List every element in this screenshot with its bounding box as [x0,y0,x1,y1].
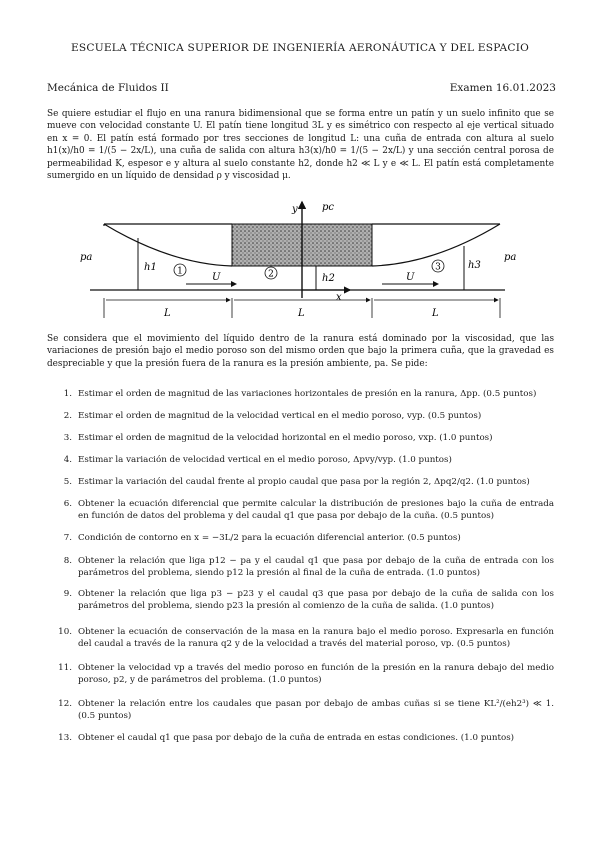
question-item [58,498,554,522]
question-item [58,454,554,466]
question-item [58,732,554,744]
question-item [58,626,554,650]
question-item [58,588,554,612]
question-item [58,555,554,579]
pressure-top-label: pc [322,202,335,213]
question-number: 12. [58,699,72,709]
entry-wedge-curve [104,224,232,266]
question-text: Obtener la relación que liga p3 − p23 y el caudal q3 que pasa por debajo de la cuña de salida con los parámetros del problema, siendo p23 la presión al comienzo de la cuña de salida. (1.0 puntos) [78,589,554,612]
question-item [58,532,554,544]
ambient-pressure-right: pa [504,252,517,263]
question-number: 9. [63,589,72,599]
length-label-2: L [298,308,305,319]
region-1-label: 1 [177,266,183,277]
ambient-pressure-left: pa [80,252,93,263]
question-number: 4. [63,455,72,465]
question-text: Condición de contorno en x = −3L/2 para la ecuación diferencial anterior. (0.5 puntos) [78,533,461,543]
question-number: 8. [63,556,72,566]
h1-label: h1 [144,262,157,273]
velocity-label-3: U [406,272,415,283]
slider-diagram [60,194,540,324]
velocity-label-1: U [212,272,221,283]
question-text: Obtener la ecuación diferencial que permite calcular la distribución de presiones bajo la cuña de entrada en función de datos del problema y del caudal q1 que pasa por debajo de la cuña. (0.5 puntos) [78,499,554,522]
intro-paragraph: Se quiere estudiar el flujo en una ranura bidimensional que se forma entre un patín y un suelo infinito que se mueve con velocidad constante U. El patín tiene longitud 3L y es simétrico con respecto al eje vertical situado en x = 0. El patín está formado por tres secciones de longitud L: una cuña de entrada con altura al suelo h1(x)/h0 = 1/(5 − 2x/L), una cuña de salida con altura h3(x)/h0 = 1/(5 − 2x/L) y una sección central porosa de permeabilidad K, espesor e y altura al suelo constante h2, donde h2 ≪ L y e ≪ L. El patín está completamente sumergido en un líquido de densidad ρ y viscosidad μ. [47,109,554,182]
question-text: Estimar la variación de velocidad vertical en el medio poroso, Δpvy/vyp. (1.0 puntos) [78,455,452,465]
question-number: 13. [58,733,72,743]
question-text: Obtener la velocidad vp a través del medio poroso en función de la presión en la ranura debajo del medio poroso, p2, y de parámetros del problema. (1.0 puntos) [78,663,554,686]
question-text: Estimar la variación del caudal frente al propio caudal que pasa por la región 2, Δpq2/q2. (1.0 puntos) [78,477,530,487]
question-number: 3. [63,433,72,443]
question-item [58,476,554,488]
question-item [58,388,554,400]
question-text: Estimar el orden de magnitud de la velocidad vertical en el medio poroso, vyp. (0.5 puntos) [78,411,482,421]
question-item [58,432,554,444]
question-number: 5. [63,477,72,487]
question-text: Obtener el caudal q1 que pasa por debajo de la cuña de entrada en estas condiciones. (1.0 puntos) [78,733,515,743]
question-text: Obtener la relación entre los caudales que pasan por debajo de ambas cuñas si se tiene KL²/(eh2³) ≪ 1. (0.5 puntos) [78,699,554,722]
question-number: 7. [63,533,72,543]
question-number: 11. [58,663,72,673]
region-2-label: 2 [268,269,274,280]
question-text: Obtener la relación que liga p12 − pa y el caudal q1 que pasa por debajo de la cuña de entrada con los parámetros del problema, siendo p12 la presión al final de la cuña de entrada. (1.0 puntos) [78,556,554,579]
x-axis-label: x [336,292,342,303]
question-item [58,410,554,422]
question-text: Estimar el orden de magnitud de las variaciones horizontales de presión en la ranura, Δpp. (0.5 puntos) [78,389,537,399]
assumptions-paragraph: Se considera que el movimiento del líquido dentro de la ranura está dominado por la viscosidad, que las variaciones de presión bajo el medio poroso son del mismo orden que bajo la primera cuña, que la gravedad es despreciable y que la presión fuera de la ranura es la presión ambiente, pa. Se pide: [47,334,554,369]
question-number: 6. [63,499,72,509]
h2-label: h2 [322,273,335,284]
question-text: Estimar el orden de magnitud de la velocidad horizontal en el medio poroso, vxp. (1.0 puntos) [78,433,493,443]
course-title: Mecánica de Fluidos II [47,82,169,94]
question-number: 2. [63,411,72,421]
question-text: Obtener la ecuación de conservación de la masa en la ranura bajo el medio poroso. Expresarla en función del caudal a través de la ranura q2 y de la velocidad a través del material poroso, vp. (0.5 puntos) [78,627,554,650]
exam-date: Examen 16.01.2023 [449,82,556,94]
question-number: 10. [58,627,72,637]
question-item [58,662,554,686]
h3-label: h3 [468,260,481,271]
question-item [58,698,554,722]
length-label-3: L [432,308,439,319]
question-number: 1. [63,389,72,399]
school-name: ESCUELA TÉCNICA SUPERIOR DE INGENIERÍA AERONÁUTICA Y DEL ESPACIO [71,42,529,54]
y-axis-label: y [292,204,298,215]
length-label-1: L [164,308,171,319]
region-3-label: 3 [435,262,441,273]
